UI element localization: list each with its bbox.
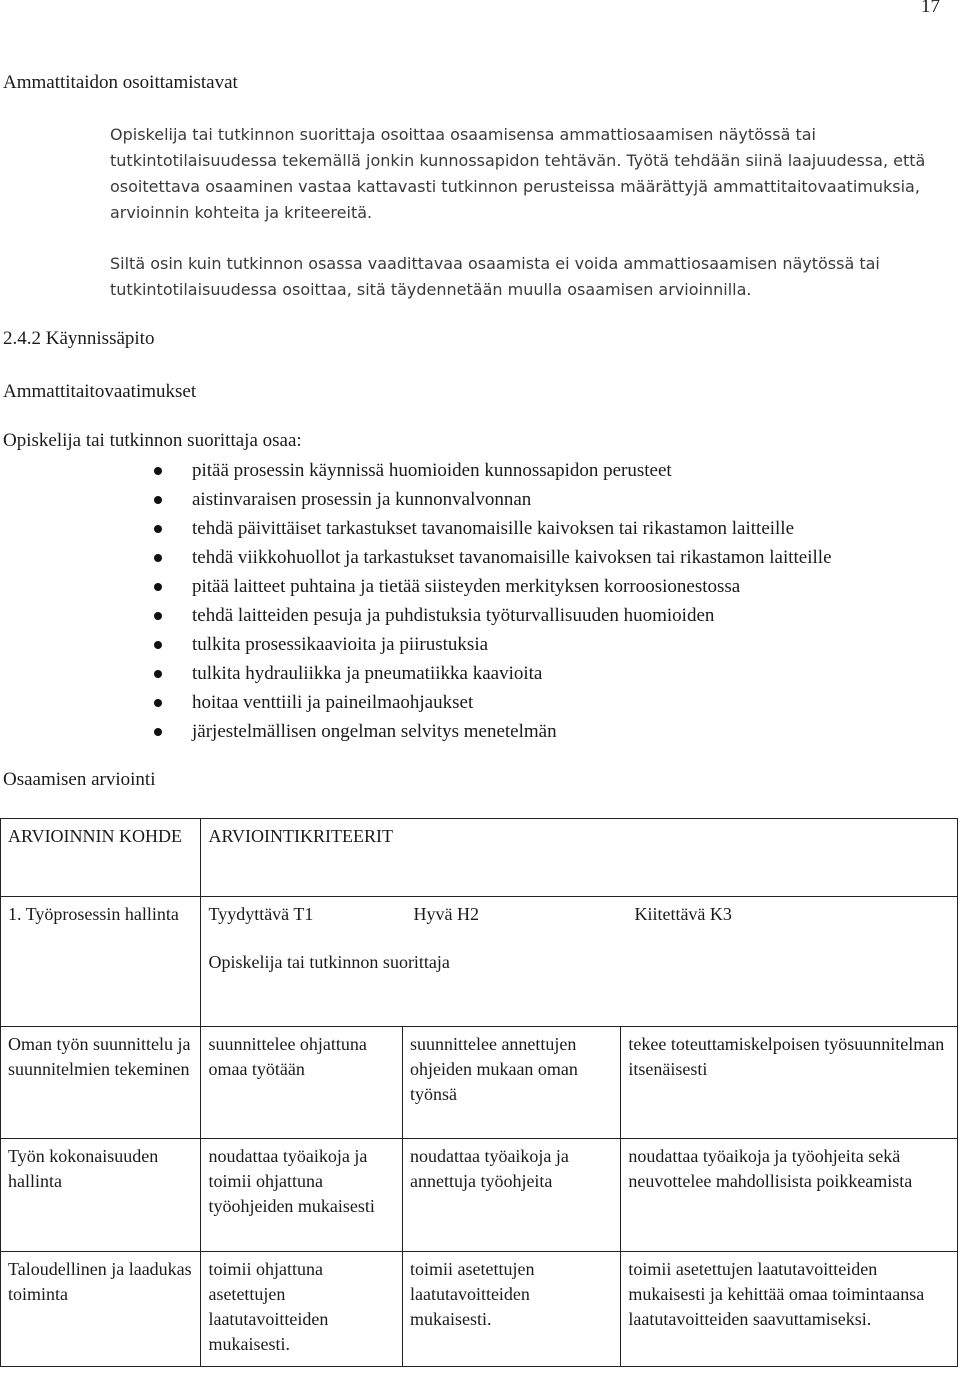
list-item: tehdä päivittäiset tarkastukset tavanomaisille kaivoksen tai rikastamon laitteille — [150, 514, 832, 543]
table-row — [1, 1252, 958, 1367]
list-item: järjestelmällisen ongelman selvitys menetelmän — [150, 717, 832, 746]
paragraph-supplement: Siltä osin kuin tutkinnon osassa vaadittavaa osaamista ei voida ammattiosaamisen näytössä tai tutkintotilaisuudessa osoittaa, sitä täydennetään muulla osaamisen arvioinnilla. — [110, 254, 880, 299]
table-header-row — [1, 819, 958, 897]
grades-cell — [201, 897, 958, 1027]
bullet-icon — [154, 641, 162, 649]
list-item: pitää prosessin käynnissä huomioiden kunnossapidon perusteet — [150, 456, 832, 485]
bullet-icon — [154, 612, 162, 620]
bullet-icon — [154, 728, 162, 736]
row-k3: tekee toteuttamiskelpoisen työsuunnitelman itsenäisesti — [621, 1027, 958, 1139]
section-title-kaynnissapito: 2.4.2 Käynnissäpito — [3, 328, 155, 349]
bullet-icon — [154, 670, 162, 678]
table-row — [1, 1027, 958, 1139]
bullet-icon — [154, 699, 162, 707]
row-t1: noudattaa työaikoja ja toimii ohjattuna työohjeiden mukaisesti — [201, 1139, 403, 1252]
assessment-table — [0, 818, 958, 1367]
row-h2: noudattaa työaikoja ja annettuja työohjeita — [402, 1139, 620, 1252]
list-item: tehdä laitteiden pesuja ja puhdistuksia työturvallisuuden huomioiden — [150, 601, 832, 630]
group-label: 1. Työprosessin hallinta — [1, 897, 201, 1027]
row-target: Taloudellinen ja laadukas toiminta — [1, 1252, 201, 1367]
bullet-icon — [154, 525, 162, 533]
bullet-icon — [154, 467, 162, 475]
grade-t1: Tyydyttävä T1 — [208, 904, 314, 924]
table-row — [1, 1139, 958, 1252]
row-target: Työn kokonaisuuden hallinta — [1, 1139, 201, 1252]
row-t1: suunnittelee ohjattuna omaa työtään — [201, 1027, 403, 1139]
grade-k3: Kiitettävä K3 — [634, 904, 732, 924]
bullet-icon — [154, 583, 162, 591]
row-h2: toimii asetettujen laatutavoitteiden mukaisesti. — [402, 1252, 620, 1367]
subject-label: Opiskelija tai tutkinnon suorittaja — [208, 952, 450, 972]
row-t1: toimii ohjattuna asetettujen laatutavoitteiden mukaisesti. — [201, 1252, 403, 1367]
page-number: 17 — [921, 0, 940, 17]
table-grades-row — [1, 897, 958, 1027]
subheading-requirements: Ammattitaitovaatimukset — [3, 381, 197, 402]
row-h2: suunnittelee annettujen ohjeiden mukaan oman työnsä — [402, 1027, 620, 1139]
bullet-icon — [154, 554, 162, 562]
subheading-assessment: Osaamisen arviointi — [3, 769, 156, 790]
grade-h2: Hyvä H2 — [413, 904, 479, 924]
section-heading-demonstration: Ammattitaidon osoittamistavat — [3, 72, 238, 93]
row-k3: noudattaa työaikoja ja työohjeita sekä neuvottelee mahdollisista poikkeamista — [621, 1139, 958, 1252]
list-item: pitää laitteet puhtaina ja tietää siisteyden merkityksen korroosionestossa — [150, 572, 832, 601]
row-target: Oman työn suunnittelu ja suunnitelmien tekeminen — [1, 1027, 201, 1139]
requirements-intro: Opiskelija tai tutkinnon suorittaja osaa: — [3, 430, 302, 451]
paragraph-demonstration: Opiskelija tai tutkinnon suorittaja osoittaa osaamisensa ammattiosaamisen näytössä tai tutkintotilaisuudessa tekemällä jonkin kunnossapidon tehtävän. Työtä tehdään siinä laajuudessa, että osoitettava osaaminen vastaa kattavasti tutkinnon perusteissa määrättyjä ammattitaitovaatimuksia, arvioinnin kohteita ja kriteereitä. — [110, 125, 926, 222]
header-target: ARVIOINNIN KOHDE — [1, 819, 201, 897]
list-item: hoitaa venttiili ja paineilmaohjaukset — [150, 688, 832, 717]
list-item: tehdä viikkohuollot ja tarkastukset tavanomaisille kaivoksen tai rikastamon laitteille — [150, 543, 832, 572]
row-k3: toimii asetettujen laatutavoitteiden mukaisesti ja kehittää omaa toimintaansa laatutavoitteiden saavuttamiseksi. — [621, 1252, 958, 1367]
requirements-list — [150, 456, 832, 746]
bullet-icon — [154, 496, 162, 504]
list-item: tulkita prosessikaavioita ja piirustuksia — [150, 630, 832, 659]
list-item: aistinvaraisen prosessin ja kunnonvalvonnan — [150, 485, 832, 514]
list-item: tulkita hydrauliikka ja pneumatiikka kaavioita — [150, 659, 832, 688]
header-criteria: ARVIOINTIKRITEERIT — [201, 819, 958, 897]
